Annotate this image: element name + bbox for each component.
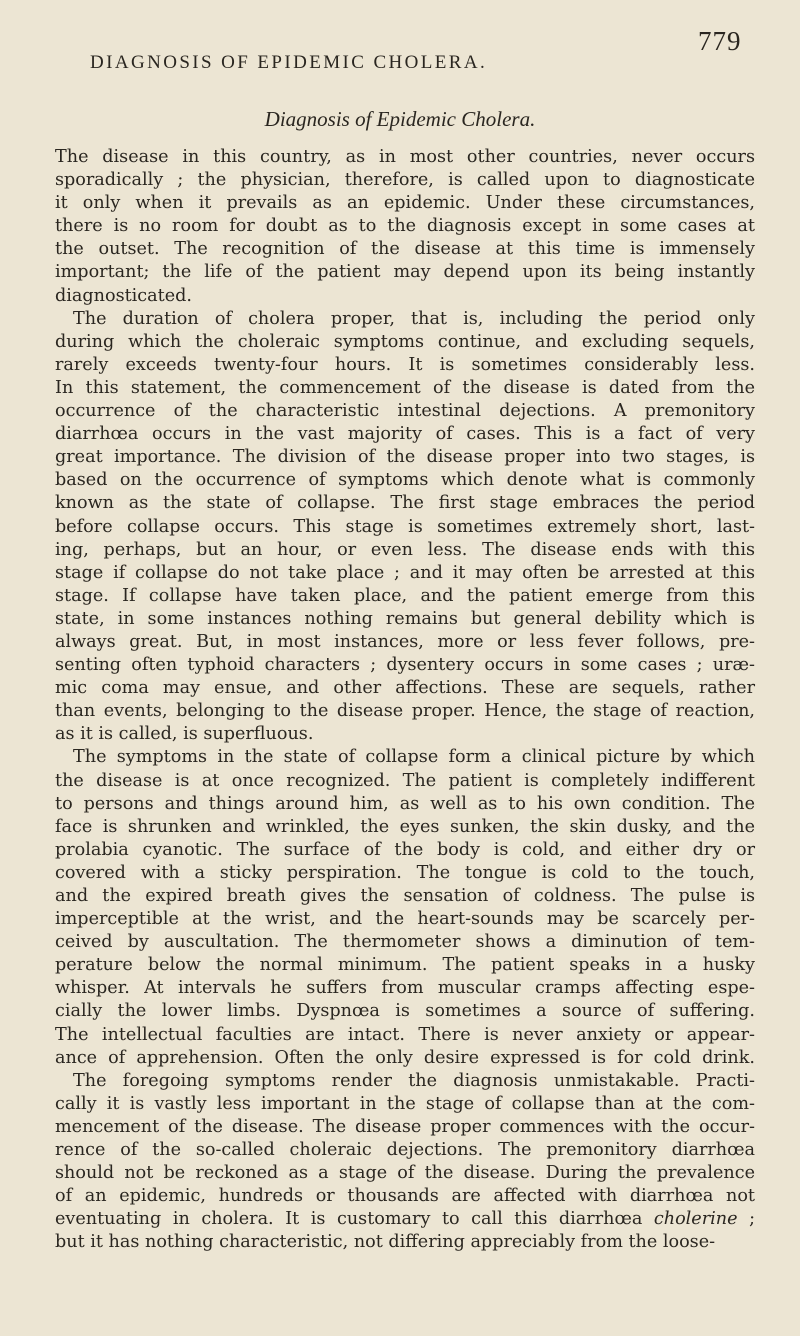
- line-text: eventuating in cholera. It is customary to call this diarrhœa: [55, 1209, 643, 1230]
- text-line: diagnosticated.: [55, 285, 192, 306]
- text-line: during which the choleraic symptoms continue, and excluding sequels,: [55, 331, 755, 352]
- text-line: face is shrunken and wrinkled, the eyes sunken, the skin dusky, and the: [55, 816, 755, 837]
- text-line: of an epidemic, hundreds or thousands are affected with diarrhœa not: [55, 1186, 755, 1207]
- text-line: perature below the normal minimum. The patient speaks in a husky: [55, 955, 755, 976]
- body-text: [55, 146, 755, 1255]
- text-line: the outset. The recognition of the disease at this time is immensely: [55, 239, 755, 260]
- text-line: ceived by auscultation. The thermometer shows a diminution of tem-: [55, 932, 755, 953]
- text-line: state, in some instances nothing remains but general debility which is: [55, 608, 755, 629]
- text-line: as it is called, is superfluous.: [55, 724, 314, 745]
- text-line: In this statement, the commencement of the disease is dated from the: [55, 377, 755, 398]
- text-line: based on the occurrence of symptoms which denote what is commonly: [55, 470, 755, 491]
- text-line: The disease in this country, as in most other countries, never occurs: [55, 147, 755, 167]
- text-line: cially the lower limbs. Dyspnœa is sometimes a source of suffering.: [55, 1001, 755, 1022]
- page-number: 779: [698, 26, 742, 56]
- text-line: than events, belonging to the disease proper. Hence, the stage of reaction,: [55, 701, 755, 722]
- text-line: The foregoing symptoms render the diagnosis unmistakable. Practi-: [73, 1070, 755, 1091]
- text-line: senting often typhoid characters ; dysentery occurs in some cases ; uræ-: [55, 655, 755, 676]
- text-line: to persons and things around him, as well as to his own condition. The: [55, 793, 755, 814]
- text-line: stage. If collapse have taken place, and the patient emerge from this: [55, 585, 755, 606]
- text-line: important; the life of the patient may depend upon its being instantly: [55, 262, 755, 283]
- text-line: but it has nothing characteristic, not differing appreciably from the loose-: [55, 1232, 716, 1253]
- line-punctuation: ;: [737, 1209, 755, 1230]
- text-line: and the expired breath gives the sensation of coldness. The pulse is: [55, 886, 755, 906]
- section-title: Diagnosis of Epidemic Cholera.: [264, 107, 536, 131]
- text-line: diarrhœa occurs in the vast majority of cases. This is a fact of very: [55, 424, 755, 445]
- text-line: cally it is vastly less important in the stage of collapse than at the com-: [55, 1093, 755, 1114]
- text-line: known as the state of collapse. The first stage embraces the period: [55, 493, 755, 514]
- text-line: it only when it prevails as an epidemic. Under these circumstances,: [55, 193, 755, 214]
- text-line: The duration of cholera proper, that is, including the period only: [73, 308, 755, 329]
- text-line: should not be reckoned as a stage of the disease. During the prevalence: [55, 1163, 755, 1184]
- text-line: prolabia cyanotic. The surface of the body is cold, and either dry or: [55, 839, 755, 860]
- text-line: always great. But, in most instances, more or less fever follows, pre-: [55, 631, 755, 652]
- text-line: mic coma may ensue, and other affections. These are sequels, rather: [55, 678, 755, 699]
- text-line-with-italic: [55, 1208, 755, 1231]
- text-line: rarely exceeds twenty-four hours. It is sometimes considerably less.: [55, 354, 755, 375]
- text-line: covered with a sticky perspiration. The tongue is cold to the touch,: [55, 862, 755, 883]
- text-line: stage if collapse do not take place ; and it may often be arrested at this: [55, 562, 755, 583]
- text-line: The intellectual faculties are intact. There is never anxiety or appear-: [55, 1024, 755, 1045]
- text-line: great importance. The division of the disease proper into two stages, is: [55, 447, 755, 468]
- text-line: occurrence of the characteristic intestinal dejections. A premonitory: [55, 401, 755, 422]
- text-line: mencement of the disease. The disease proper commences with the occur-: [55, 1116, 755, 1137]
- italic-term: cholerine: [653, 1209, 738, 1230]
- text-line: whisper. At intervals he suffers from muscular cramps affecting espe-: [55, 978, 755, 999]
- text-line: ance of apprehension. Often the only desire expressed is for cold drink.: [55, 1047, 755, 1068]
- running-head: DIAGNOSIS OF EPIDEMIC CHOLERA.: [90, 52, 488, 73]
- text-line: rence of the so-called choleraic dejections. The premonitory diarrhœa: [55, 1140, 755, 1161]
- text-line: The symptoms in the state of collapse form a clinical picture by which: [73, 747, 755, 768]
- text-line: ing, perhaps, but an hour, or even less. The disease ends with this: [55, 539, 755, 560]
- text-line: the disease is at once recognized. The patient is completely indifferent: [55, 770, 755, 791]
- text-line: before collapse occurs. This stage is sometimes extremely short, last-: [55, 516, 755, 537]
- text-line: there is no room for doubt as to the diagnosis except in some cases at: [55, 216, 755, 237]
- text-line: imperceptible at the wrist, and the heart-sounds may be scarcely per-: [55, 909, 755, 930]
- text-line: sporadically ; the physician, therefore, is called upon to diagnosticate: [55, 170, 755, 191]
